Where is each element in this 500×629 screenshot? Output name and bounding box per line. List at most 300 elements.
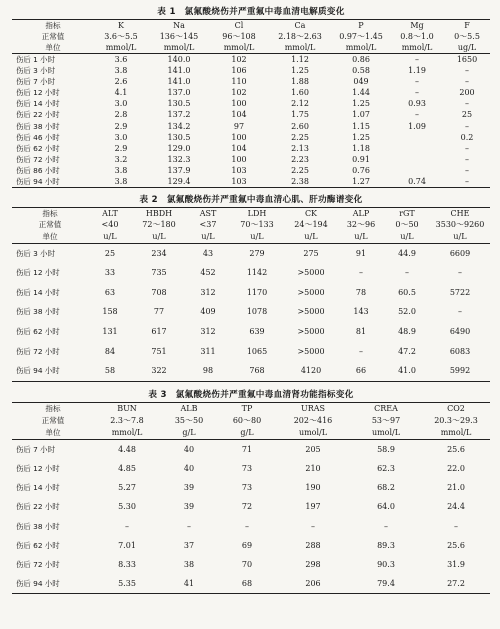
data-cell: – (458, 307, 462, 317)
data-cell: 104 (231, 110, 247, 120)
data-cell: 52.0 (398, 307, 416, 317)
header-cell: rGT (384, 208, 430, 220)
data-cell: – (465, 165, 469, 175)
header-cell: mmol/L (268, 42, 332, 54)
data-cell: 3.0 (114, 132, 128, 142)
header-label: 正常值 (38, 220, 62, 230)
data-cell: 6609 (449, 248, 471, 258)
data-cell: 288 (305, 540, 321, 550)
header-cell: 60～80 (232, 415, 262, 425)
header-label: 指标 (12, 20, 94, 32)
data-cell: 4120 (284, 361, 338, 381)
data-cell: 69 (241, 540, 253, 550)
table-row (12, 555, 490, 574)
data-cell: 2.9 (114, 121, 128, 131)
data-cell: 1170 (246, 287, 268, 297)
header-cell: u/L (284, 231, 338, 243)
data-cell: 311 (200, 346, 216, 356)
header-cell: 2.3～7.8 (110, 415, 144, 425)
data-cell: – (359, 346, 363, 356)
header-cell: TP (218, 402, 276, 415)
header-row (12, 231, 490, 243)
header-cell: 0.97～1.45 (339, 31, 383, 41)
header-cell: <40 (101, 220, 119, 230)
data-cell (390, 143, 444, 154)
data-cell: 72 (241, 502, 253, 512)
data-cell: 3.6 (114, 55, 128, 64)
data-cell: 234 (151, 248, 167, 258)
data-cell: 5.30 (118, 502, 136, 512)
data-cell: 73 (241, 483, 253, 493)
row-label: 伤后 3 小时 (16, 248, 55, 258)
header-cell: umol/L (350, 427, 422, 440)
data-cell: 24.4 (447, 502, 465, 512)
data-cell: 3.2 (114, 154, 128, 164)
header-cell: 3.6～5.5 (104, 31, 138, 41)
data-cell: 2.38 (268, 176, 332, 188)
data-cell: 21.0 (447, 483, 465, 493)
header-cell: AST (186, 208, 230, 220)
table-row (12, 517, 490, 536)
row-label: 伤后 94 小时 (12, 574, 94, 594)
header-cell: Ca (268, 20, 332, 32)
data-cell: 3.8 (94, 176, 148, 188)
data-cell: 1142 (246, 268, 268, 278)
data-cell: 100 (231, 99, 247, 109)
header-cell: u/L (88, 231, 132, 243)
data-cell: 3.8 (114, 165, 128, 175)
data-cell: 639 (249, 327, 265, 336)
table-row (12, 497, 490, 516)
header-cell: <37 (199, 220, 217, 230)
row-label: 伤后 62 小时 (16, 540, 60, 550)
header-row (12, 220, 490, 232)
table1-electrolytes (12, 19, 490, 188)
data-cell: 6490 (449, 327, 471, 336)
data-cell: – (359, 268, 363, 278)
data-cell: 8.33 (118, 560, 136, 569)
table3-renal (12, 402, 490, 595)
data-cell: 210 (305, 463, 321, 473)
data-cell: 049 (353, 77, 369, 87)
data-cell: 33 (104, 268, 116, 278)
data-cell: – (444, 176, 490, 188)
data-cell: 2.60 (291, 121, 309, 131)
row-label: 伤后 14 小时 (16, 99, 60, 109)
data-cell: 1.12 (291, 55, 309, 64)
data-cell: 25 (461, 110, 473, 120)
data-cell: 25.6 (447, 444, 465, 454)
data-cell: 1.07 (352, 110, 370, 120)
data-cell: 2.9 (114, 143, 128, 153)
data-cell: 735 (151, 268, 167, 278)
data-cell: 0.2 (460, 132, 474, 142)
data-cell: – (454, 521, 458, 531)
data-cell: 58.9 (377, 444, 395, 454)
data-cell: 1.88 (291, 77, 309, 87)
row-label: 伤后 12 小时 (16, 268, 60, 278)
header-cell: 136～145 (159, 31, 199, 41)
data-cell: 132.3 (167, 154, 191, 164)
table-row (12, 65, 490, 76)
data-cell: 41 (160, 574, 218, 594)
header-label: 指标 (12, 208, 88, 220)
data-cell: 102 (231, 55, 247, 64)
data-cell: 0.76 (352, 165, 370, 175)
data-cell: 6083 (449, 346, 471, 356)
data-cell: 1.25 (352, 132, 370, 142)
data-cell: 58 (88, 361, 132, 381)
header-cell: 96～108 (222, 31, 256, 41)
data-cell: >5000 (297, 268, 325, 278)
data-cell: – (415, 77, 419, 87)
data-cell: – (125, 521, 129, 531)
data-cell (390, 132, 444, 143)
data-cell: 1.25 (291, 66, 309, 76)
header-cell: CK (284, 208, 338, 220)
data-cell: 768 (230, 361, 284, 381)
row-label: 伤后 94 小时 (12, 176, 94, 188)
header-cell: Mg (390, 20, 444, 32)
row-label: 伤后 12 小时 (16, 88, 60, 98)
table-row (12, 54, 490, 66)
data-cell: 1650 (456, 55, 478, 64)
data-cell: 2.6 (114, 77, 128, 87)
table2-caption: 表 2 氯氟酸烧伤并严重氟中毒血清心肌、肝功酶谱变化 (139, 195, 363, 206)
header-cell: ALT (88, 208, 132, 220)
header-cell: ALB (160, 402, 218, 415)
header-label: 指标 (12, 402, 94, 415)
data-cell: 275 (303, 248, 319, 258)
header-cell: BUN (94, 402, 160, 415)
data-cell: 78 (355, 287, 367, 297)
header-cell: u/L (338, 231, 384, 243)
header-cell: umol/L (276, 427, 350, 440)
header-cell: P (332, 20, 390, 32)
data-cell: 206 (276, 574, 350, 594)
header-cell: URAS (276, 402, 350, 415)
header-cell: mmol/L (94, 42, 148, 54)
table-row (12, 263, 490, 283)
data-cell: 2.25 (291, 132, 309, 142)
data-cell: – (384, 521, 388, 531)
data-cell: 2.13 (291, 143, 309, 153)
data-cell: >5000 (297, 287, 325, 297)
data-cell: 141.0 (167, 77, 191, 87)
data-cell: 312 (200, 327, 216, 336)
data-cell: – (458, 268, 462, 278)
data-cell: >5000 (297, 346, 325, 356)
table-row (12, 132, 490, 143)
header-cell: HBDH (132, 208, 186, 220)
data-cell: – (415, 88, 419, 98)
header-cell: u/L (132, 231, 186, 243)
data-cell: 0.93 (408, 99, 426, 109)
table-row (12, 536, 490, 555)
row-label: 伤后 86 小时 (16, 165, 60, 175)
table-row (12, 342, 490, 362)
header-cell: 0～50 (395, 220, 419, 230)
data-cell: – (187, 521, 191, 531)
header-cell: 35～50 (174, 415, 204, 425)
header-cell: u/L (430, 231, 490, 243)
header-cell: CHE (430, 208, 490, 220)
data-cell: 1.44 (352, 88, 370, 98)
data-cell: 68.2 (377, 483, 395, 493)
table-row (12, 165, 490, 176)
header-cell: mmol/L (332, 42, 390, 54)
data-cell: 90.3 (377, 560, 395, 569)
data-cell: 617 (151, 327, 167, 336)
table3-caption: 表 3 氯氟酸烧伤并严重氟中毒血清肾功能指标变化 (148, 389, 354, 400)
data-cell: 5.27 (118, 483, 136, 493)
header-row (12, 20, 490, 32)
header-cell: CREA (350, 402, 422, 415)
data-cell: 2.23 (291, 154, 309, 164)
header-row (12, 208, 490, 220)
data-cell: 62.3 (377, 463, 395, 473)
data-cell: – (465, 99, 469, 109)
header-cell: 0～5.5 (454, 31, 480, 41)
data-cell: – (311, 521, 315, 531)
data-cell: 25.6 (447, 540, 465, 550)
data-cell: 1.27 (332, 176, 390, 188)
header-cell: 72～180 (142, 220, 176, 230)
data-cell: 68 (218, 574, 276, 594)
header-row (12, 415, 490, 427)
data-cell: 79.4 (350, 574, 422, 594)
header-cell: mmol/L (210, 42, 268, 54)
data-cell: 4.48 (118, 444, 136, 454)
table-row (12, 478, 490, 497)
data-cell: 1078 (246, 307, 268, 317)
table1-caption: 表 1 氯氟酸烧伤并严重氟中毒血清电解质变化 (157, 7, 345, 17)
header-row (12, 427, 490, 440)
data-cell: 91 (355, 248, 367, 258)
header-cell: mmol/L (94, 427, 160, 440)
data-cell: – (465, 143, 469, 153)
data-cell: 298 (305, 560, 321, 569)
data-cell: 38 (183, 560, 195, 569)
row-label: 伤后 3 小时 (16, 66, 55, 76)
data-cell: 751 (151, 346, 167, 356)
header-cell: ALP (338, 208, 384, 220)
table-row (12, 98, 490, 109)
data-cell: 3.0 (114, 99, 128, 109)
header-cell: 3530～9260 (435, 220, 485, 230)
header-cell: 202～416 (293, 415, 333, 425)
data-cell: 22.0 (447, 463, 465, 473)
data-cell: 2.25 (291, 165, 309, 175)
data-cell: 43 (202, 248, 214, 258)
data-cell: 100 (231, 154, 247, 164)
header-cell: 53～97 (371, 415, 401, 425)
data-cell: 131 (102, 327, 118, 336)
data-cell: 64.0 (377, 502, 395, 512)
data-cell: 1.09 (408, 121, 426, 131)
table-row (12, 121, 490, 132)
header-cell: mmol/L (422, 427, 490, 440)
header-row (12, 31, 490, 42)
data-cell: 5.35 (94, 574, 160, 594)
table-row (12, 143, 490, 154)
row-label: 伤后 62 小时 (16, 327, 60, 336)
row-label: 伤后 38 小时 (16, 307, 60, 317)
data-cell: 1.19 (408, 66, 426, 76)
data-cell: 47.2 (398, 346, 416, 356)
data-cell: 0.74 (390, 176, 444, 188)
header-cell: g/L (218, 427, 276, 440)
data-cell: 2.8 (114, 110, 128, 120)
data-cell: 143 (353, 307, 369, 317)
table-row (12, 243, 490, 263)
header-cell: 2.18～2.63 (278, 31, 322, 41)
header-label: 正常值 (41, 31, 65, 41)
header-cell: u/L (230, 231, 284, 243)
data-cell: 312 (200, 287, 216, 297)
row-label: 伤后 14 小时 (16, 483, 60, 493)
header-cell: mmol/L (148, 42, 210, 54)
table2-enzymes (12, 207, 490, 382)
data-cell: 84 (104, 346, 116, 356)
data-cell: 27.2 (422, 574, 490, 594)
data-cell: 140.0 (167, 55, 191, 64)
row-label: 伤后 38 小时 (16, 121, 60, 131)
header-cell: u/L (186, 231, 230, 243)
table-row (12, 87, 490, 98)
data-cell: 44.9 (398, 248, 416, 258)
header-cell: 20.3～29.3 (434, 415, 478, 425)
data-cell: 70 (241, 560, 253, 569)
data-cell: 66 (338, 361, 384, 381)
data-cell: 37 (183, 540, 195, 550)
data-cell: – (245, 521, 249, 531)
data-cell: 103 (210, 176, 268, 188)
data-cell: 89.3 (377, 540, 395, 550)
data-cell: 200 (459, 88, 475, 98)
data-cell: 31.9 (447, 560, 465, 569)
data-cell: 98 (186, 361, 230, 381)
data-cell: 708 (151, 287, 167, 297)
data-cell: 3.8 (114, 66, 128, 76)
data-cell: 205 (305, 444, 321, 454)
data-cell: – (465, 121, 469, 131)
row-label: 伤后 46 小时 (16, 132, 60, 142)
table-row (12, 109, 490, 120)
data-cell: 130.5 (167, 99, 191, 109)
data-cell: 77 (153, 307, 165, 317)
data-cell: – (465, 66, 469, 76)
data-cell: 39 (183, 502, 195, 512)
data-cell: 25 (104, 248, 116, 258)
row-label: 伤后 94 小时 (12, 361, 88, 381)
data-cell: 5722 (449, 287, 471, 297)
row-label: 伤后 72 小时 (16, 560, 60, 569)
data-cell: 130.5 (167, 132, 191, 142)
data-cell: 1065 (246, 346, 268, 356)
header-cell: Cl (210, 20, 268, 32)
data-cell: 137.2 (167, 110, 191, 120)
table-row (12, 574, 490, 594)
header-row (12, 402, 490, 415)
data-cell: 100 (231, 132, 247, 142)
data-cell: – (465, 77, 469, 87)
data-cell: 1.18 (352, 143, 370, 153)
header-cell: Na (148, 20, 210, 32)
row-label: 伤后 1 小时 (16, 55, 55, 64)
header-cell: 24～194 (294, 220, 328, 230)
header-cell: 32～96 (346, 220, 376, 230)
data-cell: 134.2 (167, 121, 191, 131)
data-cell: 0.91 (352, 154, 370, 164)
data-cell: 1.25 (352, 99, 370, 109)
table-row (12, 283, 490, 303)
data-cell: 1.75 (291, 110, 309, 120)
data-cell: 48.9 (398, 327, 416, 336)
data-cell: 60.5 (398, 287, 416, 297)
data-cell: 40 (183, 444, 195, 454)
row-label: 伤后 72 小时 (16, 154, 60, 164)
data-cell: 141.0 (167, 66, 191, 76)
data-cell: 409 (200, 307, 216, 317)
table-row (12, 361, 490, 381)
header-cell: F (444, 20, 490, 32)
row-label: 伤后 22 小时 (16, 502, 60, 512)
data-cell: 129.0 (167, 143, 191, 153)
row-label: 伤后 14 小时 (16, 287, 60, 297)
data-cell: 7.01 (118, 540, 136, 550)
row-label: 伤后 38 小时 (16, 521, 60, 531)
data-cell: – (415, 110, 419, 120)
data-cell: 1.60 (291, 88, 309, 98)
header-cell: LDH (230, 208, 284, 220)
header-label: 单位 (12, 427, 94, 440)
header-cell: CO2 (422, 402, 490, 415)
header-label: 单位 (12, 231, 88, 243)
data-cell: 129.4 (148, 176, 210, 188)
row-label: 伤后 7 小时 (16, 77, 55, 87)
header-label: 正常值 (41, 415, 65, 425)
table-row (12, 176, 490, 188)
row-label: 伤后 62 小时 (16, 143, 60, 153)
data-cell: 137.0 (167, 88, 191, 98)
data-cell: 137.9 (167, 165, 191, 175)
data-cell: 1.15 (352, 121, 370, 131)
row-label: 伤后 12 小时 (16, 463, 60, 473)
data-cell: 2.12 (291, 99, 309, 109)
data-cell: 103 (231, 165, 247, 175)
header-cell: 70～133 (240, 220, 274, 230)
data-cell (390, 165, 444, 176)
data-cell: 110 (231, 77, 247, 87)
data-cell: 104 (231, 143, 247, 153)
header-cell: mmol/L (390, 42, 444, 54)
data-cell: 190 (305, 483, 321, 493)
data-cell: 0.58 (352, 66, 370, 76)
data-cell: 0.86 (352, 55, 370, 64)
data-cell: 322 (132, 361, 186, 381)
table-row (12, 322, 490, 342)
header-cell: 0.8～1.0 (400, 31, 434, 41)
data-cell: 4.1 (114, 88, 128, 98)
data-cell: >5000 (297, 307, 325, 317)
row-label: 伤后 7 小时 (16, 444, 55, 454)
data-cell: 158 (102, 307, 118, 317)
data-cell: 41.0 (384, 361, 430, 381)
header-cell: K (94, 20, 148, 32)
data-cell: 81 (355, 327, 367, 336)
data-cell: 39 (183, 483, 195, 493)
